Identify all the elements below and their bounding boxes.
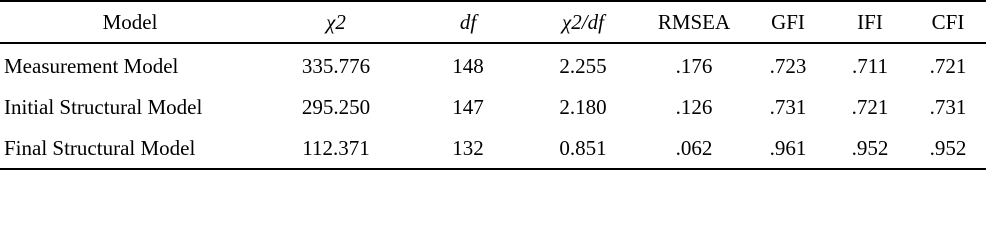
table-row xyxy=(0,43,986,86)
header-model: Model xyxy=(0,1,260,43)
cell-chi-square: 295.250 xyxy=(301,94,371,119)
cell-chi-square: 335.776 xyxy=(301,53,371,78)
header-ifi: IFI xyxy=(830,1,910,43)
cell-model: Measurement Model xyxy=(4,53,179,78)
cell-gfi: .961 xyxy=(746,128,830,169)
header-df: df xyxy=(412,1,524,43)
table-body xyxy=(0,43,986,169)
header-chi-square-df-ratio: χ2/df xyxy=(524,1,642,43)
cell-ifi: .952 xyxy=(830,128,910,169)
cell-df: 132 xyxy=(412,128,524,169)
cell-ifi: .721 xyxy=(851,94,889,119)
cell-df: 148 xyxy=(452,53,484,78)
cell-chi-square-df-ratio: 2.180 xyxy=(559,94,607,119)
table-row xyxy=(0,128,986,169)
header-row xyxy=(0,1,986,43)
cell-cfi: .952 xyxy=(910,128,986,169)
cell-ifi: .711 xyxy=(852,53,888,78)
cell-gfi: .731 xyxy=(769,94,807,119)
cell-cfi: .721 xyxy=(929,53,967,78)
cell-chi-square: 112.371 xyxy=(260,128,412,169)
header-rmsea: RMSEA xyxy=(642,1,746,43)
header-gfi: GFI xyxy=(746,1,830,43)
cell-chi-square-df-ratio: 2.255 xyxy=(559,53,607,78)
cell-rmsea: .176 xyxy=(675,53,713,78)
cell-chi-square-df-ratio: 0.851 xyxy=(524,128,642,169)
table-row xyxy=(0,86,986,128)
cell-cfi: .731 xyxy=(929,94,967,119)
cell-model: Initial Structural Model xyxy=(4,94,203,119)
header-cfi: CFI xyxy=(910,1,986,43)
cell-gfi: .723 xyxy=(769,53,807,78)
cell-df: 147 xyxy=(452,94,484,119)
cell-rmsea: .126 xyxy=(675,94,713,119)
header-chi-square: χ2 xyxy=(260,1,412,43)
cell-model: Final Structural Model xyxy=(0,128,260,169)
cell-rmsea: .062 xyxy=(642,128,746,169)
table-header xyxy=(0,1,986,43)
